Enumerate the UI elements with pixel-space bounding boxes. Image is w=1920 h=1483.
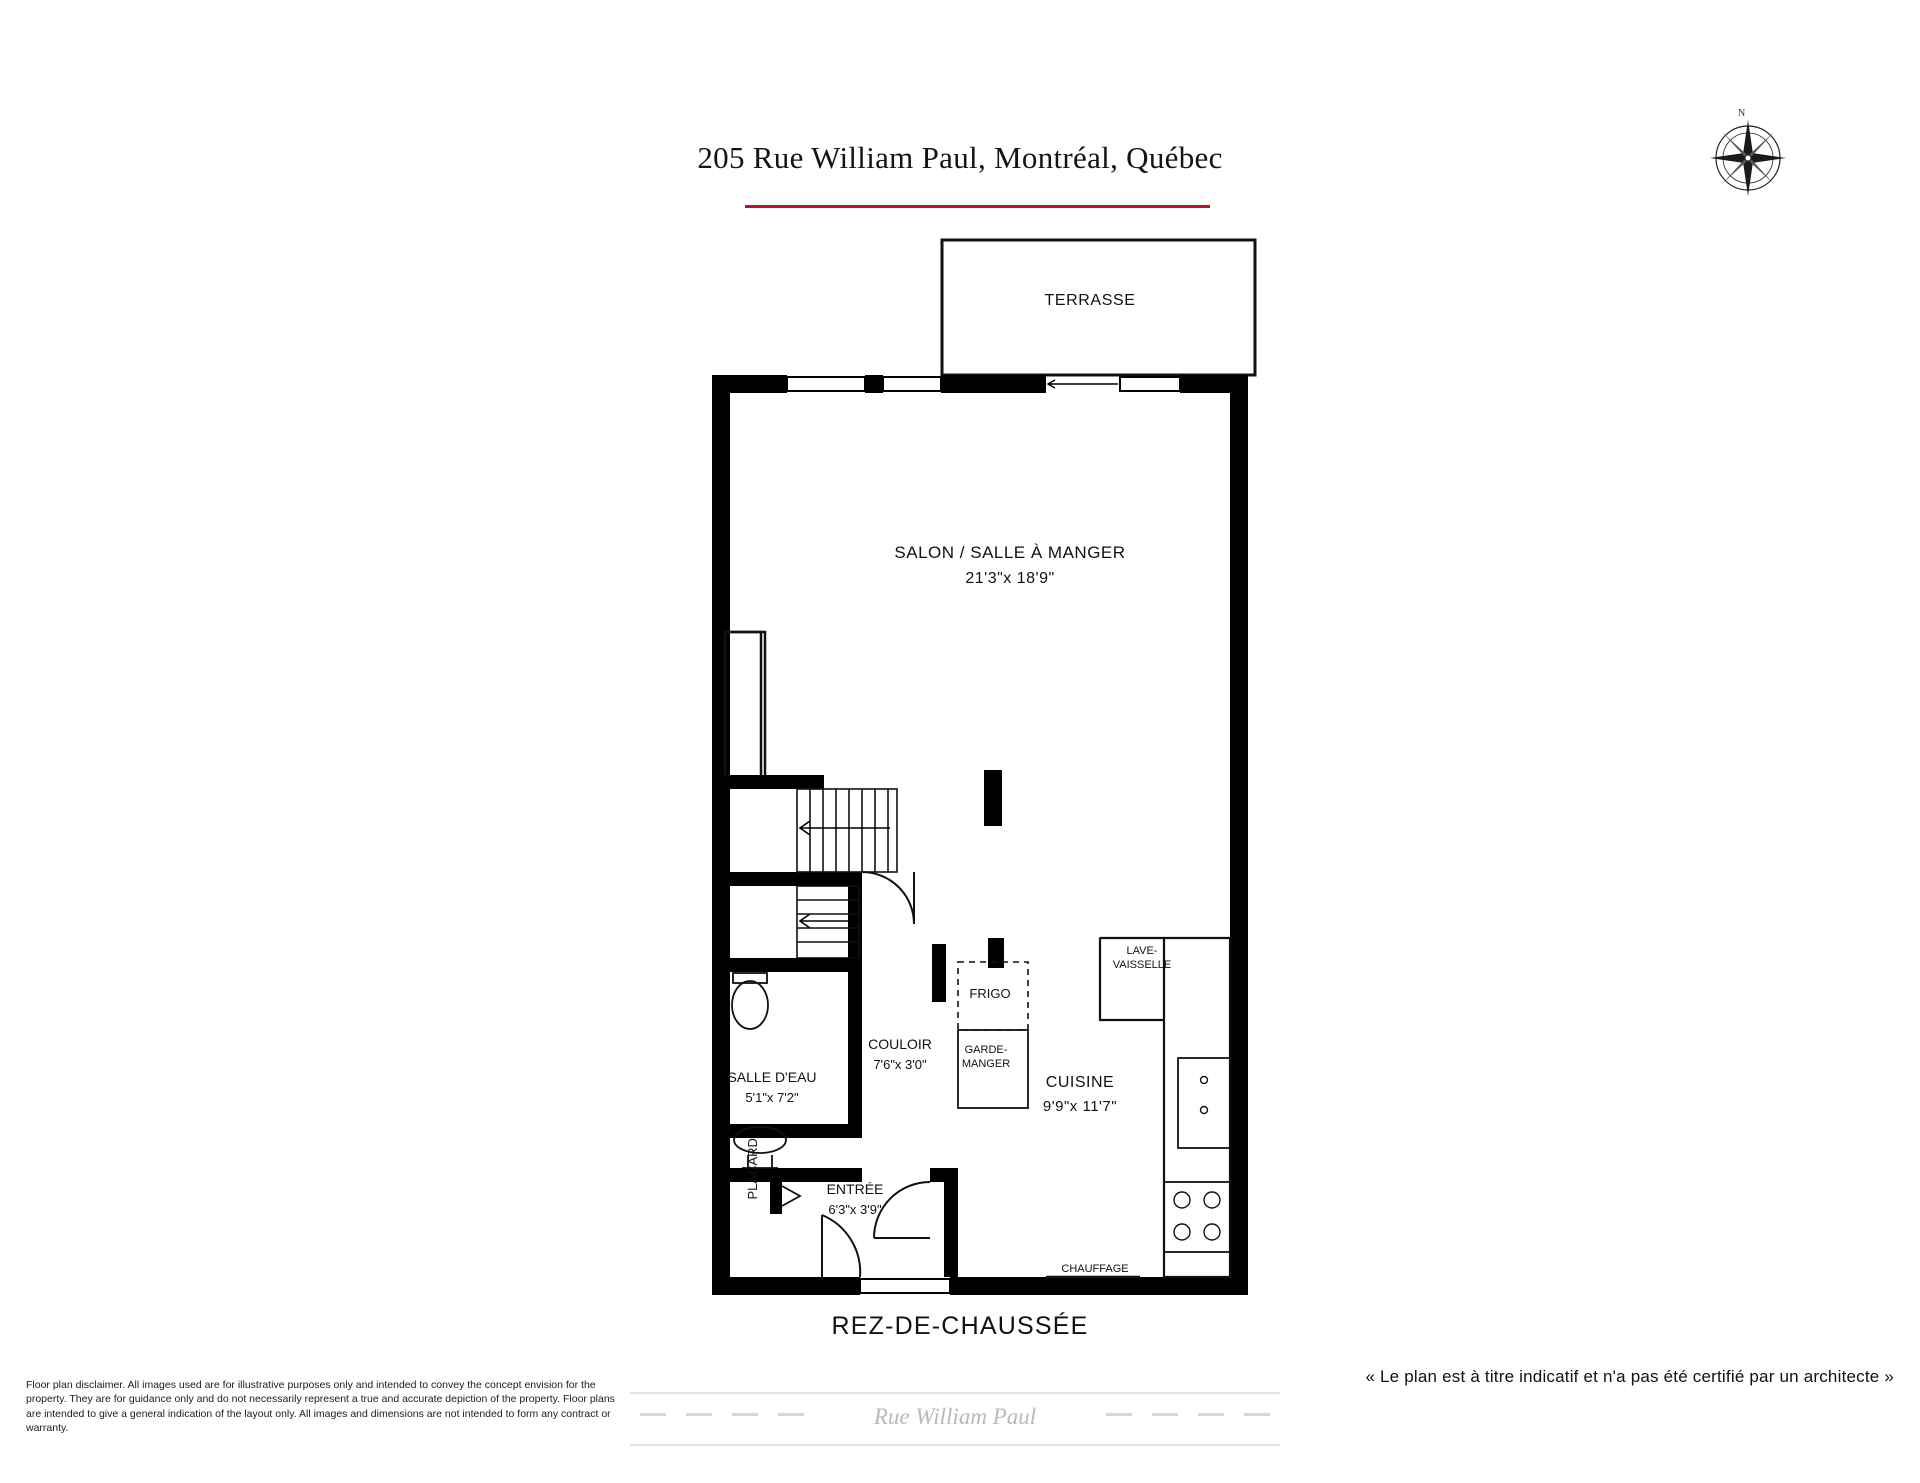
room-name: TERRASSE	[1044, 292, 1136, 309]
structural-post	[984, 770, 1002, 826]
street-strip	[630, 1392, 1280, 1448]
room-label-terrasse	[980, 290, 1200, 312]
page-title-text: 205 Rue William Paul, Montréal, Québec	[697, 140, 1223, 175]
compass-north-label: N	[1738, 108, 1746, 119]
room-name: COULOIR	[868, 1036, 932, 1052]
room-label-salon	[800, 542, 1220, 590]
fixture-label-garde-manger	[940, 1044, 1032, 1072]
room-label-salle-deau	[672, 1068, 872, 1106]
floor-caption: REZ-DE-CHAUSSÉE	[831, 1312, 1089, 1340]
room-label-cuisine	[960, 1072, 1200, 1117]
fixture-label-placard: PLACARD	[745, 1138, 761, 1200]
street-line-top	[630, 1392, 1280, 1394]
fixture-label-lave-vaisselle	[1092, 945, 1192, 973]
street-name-label: Rue William Paul	[873, 1404, 1037, 1429]
patio-door-indicator	[1048, 380, 1118, 388]
lave-vaisselle-line2: VAISSELLE	[1112, 958, 1172, 971]
room-name: CUISINE	[1045, 1074, 1115, 1091]
room-name: SALON / SALLE À MANGER	[894, 543, 1126, 562]
room-name: ENTRÉE	[826, 1181, 884, 1197]
floor-plan-disclaimer: Floor plan disclaimer. All images used are for illustrative purposes only and intended to convey the concept envision for the property. They are for guidance only and do not necessarily represent a true and accurate depiction of the property. Floor plans are intended to give a general indication of the layout only. All images and dimensions are not intended to form any contract or warranty.	[26, 1379, 615, 1435]
garde-manger-line2: MANGER	[961, 1057, 1011, 1070]
exterior-walls	[712, 375, 1248, 1295]
street-line-bottom	[630, 1444, 1280, 1446]
room-dimension: 7'6"x 3'0"	[873, 1056, 927, 1072]
room-dimension: 6'3"x 3'9"	[828, 1201, 882, 1217]
room-name: SALLE D'EAU	[727, 1069, 817, 1085]
fixture-label-chauffage: CHAUFFAGE	[1061, 1263, 1129, 1275]
fixture-label-frigo: FRIGO	[969, 986, 1011, 1001]
staircase	[712, 632, 897, 958]
architect-note: « Le plan est à titre indicatif et n'a pas été certifié par un architecte »	[1365, 1367, 1894, 1386]
room-label-entree	[770, 1180, 940, 1218]
garde-manger-line1: GARDE-	[964, 1044, 1008, 1056]
room-dimension: 5'1"x 7'2"	[745, 1089, 799, 1105]
room-dimension: 21'3"x 18'9"	[965, 569, 1055, 587]
room-dimension: 9'9"x 11'7"	[1042, 1097, 1118, 1115]
lave-vaisselle-line1: LAVE-	[1126, 945, 1158, 957]
